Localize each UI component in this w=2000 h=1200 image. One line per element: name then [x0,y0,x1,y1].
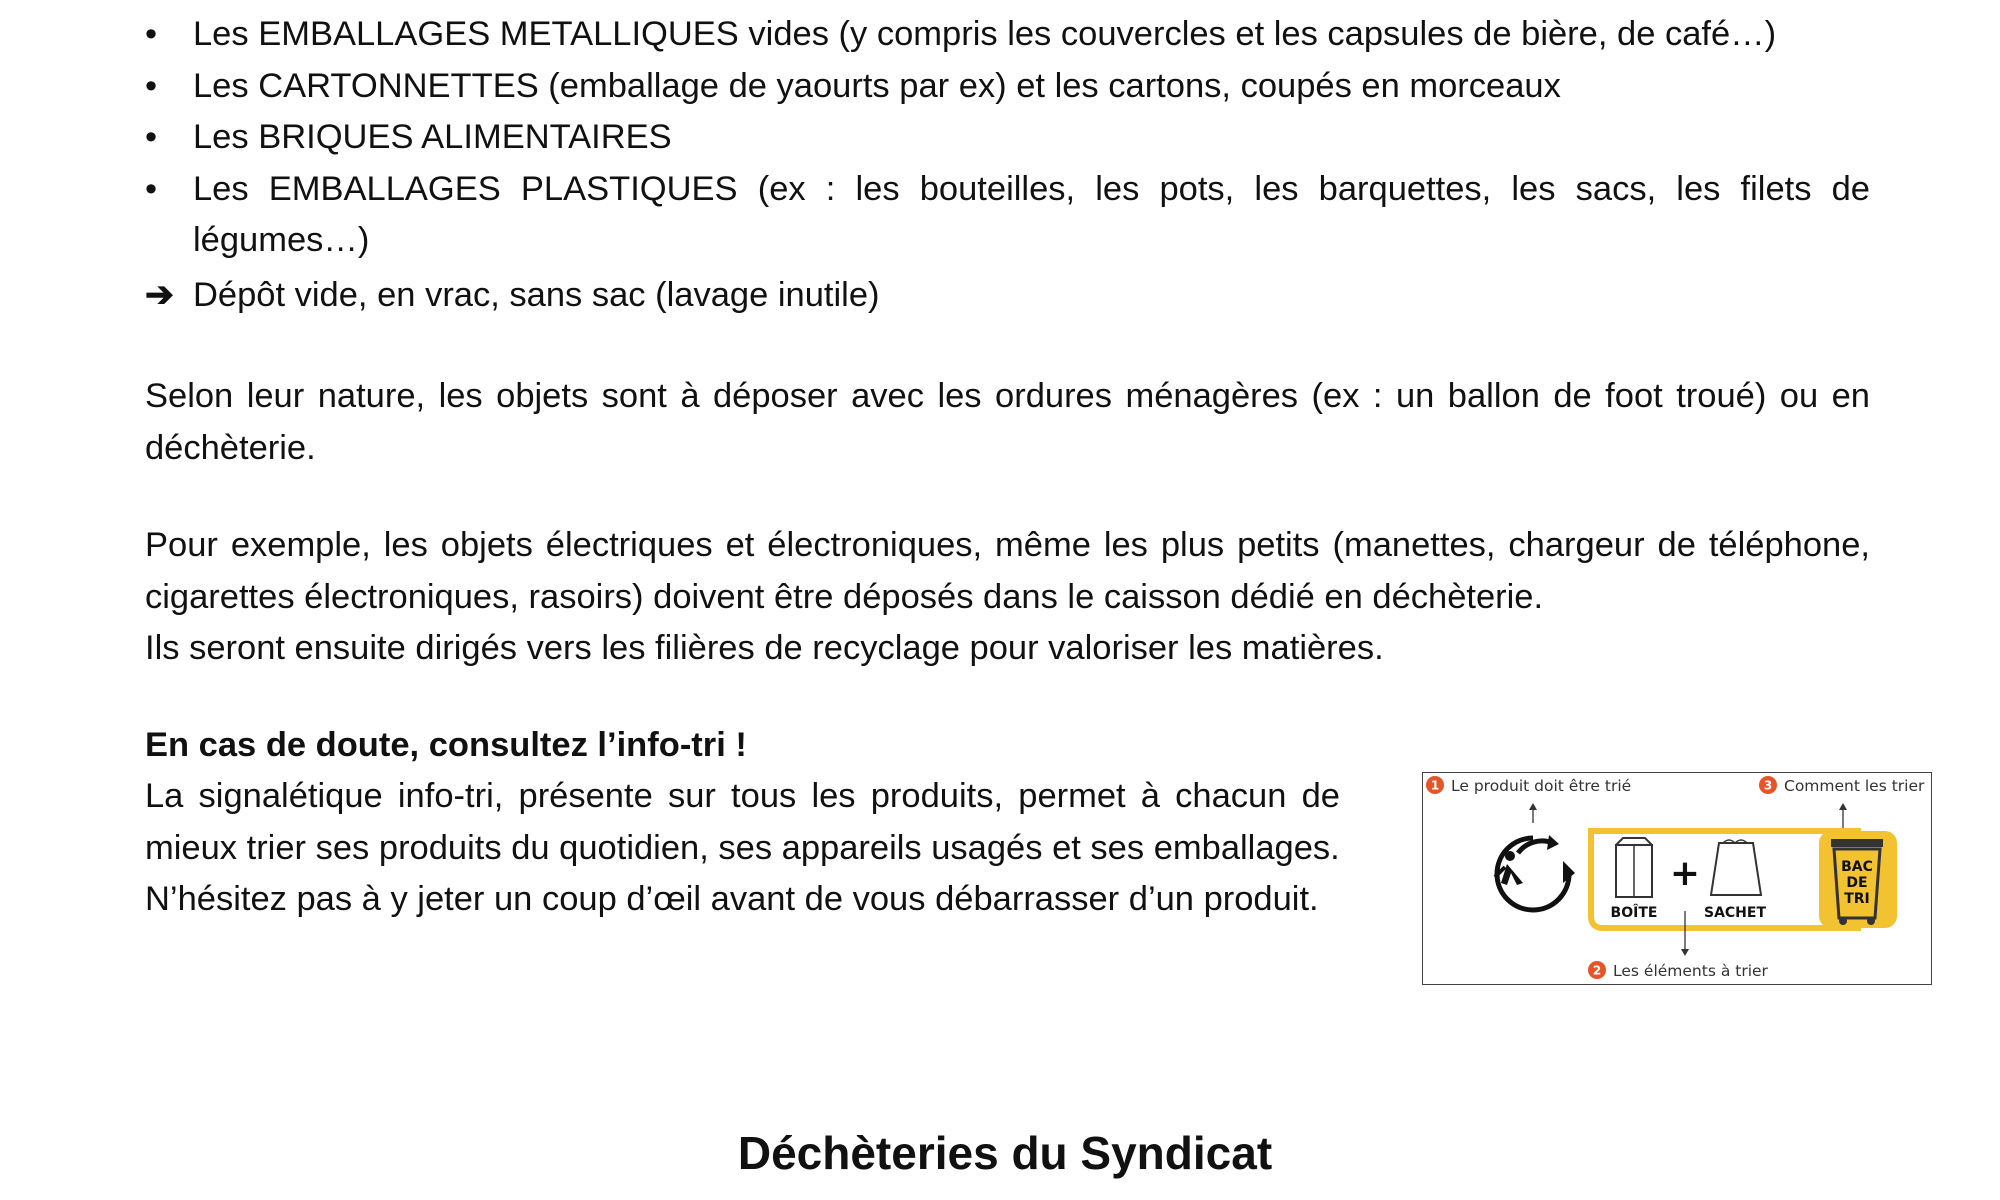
box-icon [1616,838,1652,897]
bullet-icon: • [145,169,158,208]
triman-logo-icon [1495,835,1575,910]
bin-label-line-1: BAC [1841,859,1873,875]
plus-icon: + [1669,853,1701,894]
deposit-note-text: Dépôt vide, en vrac, sans sac (lavage inutile) [193,276,880,314]
sachet-icon [1711,840,1761,895]
step-1-number: 1 [1430,778,1440,793]
step-2-label: Les éléments à trier [1613,962,1768,980]
item-1-label: BOÎTE [1610,905,1658,921]
bullet-icon: • [145,66,158,105]
list-item-text: Les BRIQUES ALIMENTAIRES [193,118,672,156]
list-item [145,112,1870,164]
deposit-note [145,270,880,322]
info-tri-text-1: La signalétique info-tri, présente sur tous les produits, permet à chacun de mieux trier ses produits du quotidien, ses appareils usagés et ses emballages. [145,777,1340,867]
step-3-label: Comment les trier [1784,777,1925,795]
bullet-icon: • [145,118,158,156]
list-item [145,61,1870,113]
bin-label-line-2: DE [1846,875,1868,891]
list-item-text: Les EMBALLAGES METALLIQUES vides (y compris les couvercles et les capsules de bière, de café…) [193,15,1777,53]
info-tri-heading: En cas de doute, consultez l’info-tri ! [145,726,747,764]
paragraph-electronics [145,520,1870,675]
section-title: Déchèteries du Syndicat [737,1127,1273,1179]
bullet-icon: • [145,15,158,53]
list-item-text: Les CARTONNETTES (emballage de yaourts par ex) et les cartons, coupés en morceaux [193,66,1561,105]
info-tri-text-2: N’hésitez pas à y jeter un coup d’œil avant de vous débarrasser d’un produit. [145,880,1319,918]
list-item-text: Les EMBALLAGES PLASTIQUES (ex : les bouteilles, les pots, les barquettes, les sacs, les filets de légumes…) [193,169,1870,259]
paragraph-electronics-line-1: Pour exemple, les objets électriques et électroniques, même les plus petits (manettes, chargeur de téléphone, cigarettes électroniques, rasoirs) doivent être déposés dans le caisson dédié en déchèterie. [145,526,1870,616]
step-1-label: Le produit doit être trié [1451,777,1632,795]
arrow-right-icon: ➔ [145,276,174,314]
list-item [145,9,1870,61]
info-tri-diagram [1423,773,1931,984]
list-item [145,164,1870,267]
item-2-label: SACHET [1703,905,1767,921]
bin-label-line-3: TRI [1844,891,1870,907]
paragraph-electronics-line-2: Ils seront ensuite dirigés vers les filières de recyclage pour valoriser les matières. [145,629,1384,667]
step-2-number: 2 [1592,963,1602,978]
bullet-list [145,9,1870,267]
info-tri-paragraph [145,771,1340,926]
info-tri-graphic [1422,772,1932,985]
step-3-number: 3 [1763,778,1773,793]
paragraph-objects: Selon leur nature, les objets sont à déposer avec les ordures ménagères (ex : un ballon de foot troué) ou en déchèterie. [145,377,1870,467]
